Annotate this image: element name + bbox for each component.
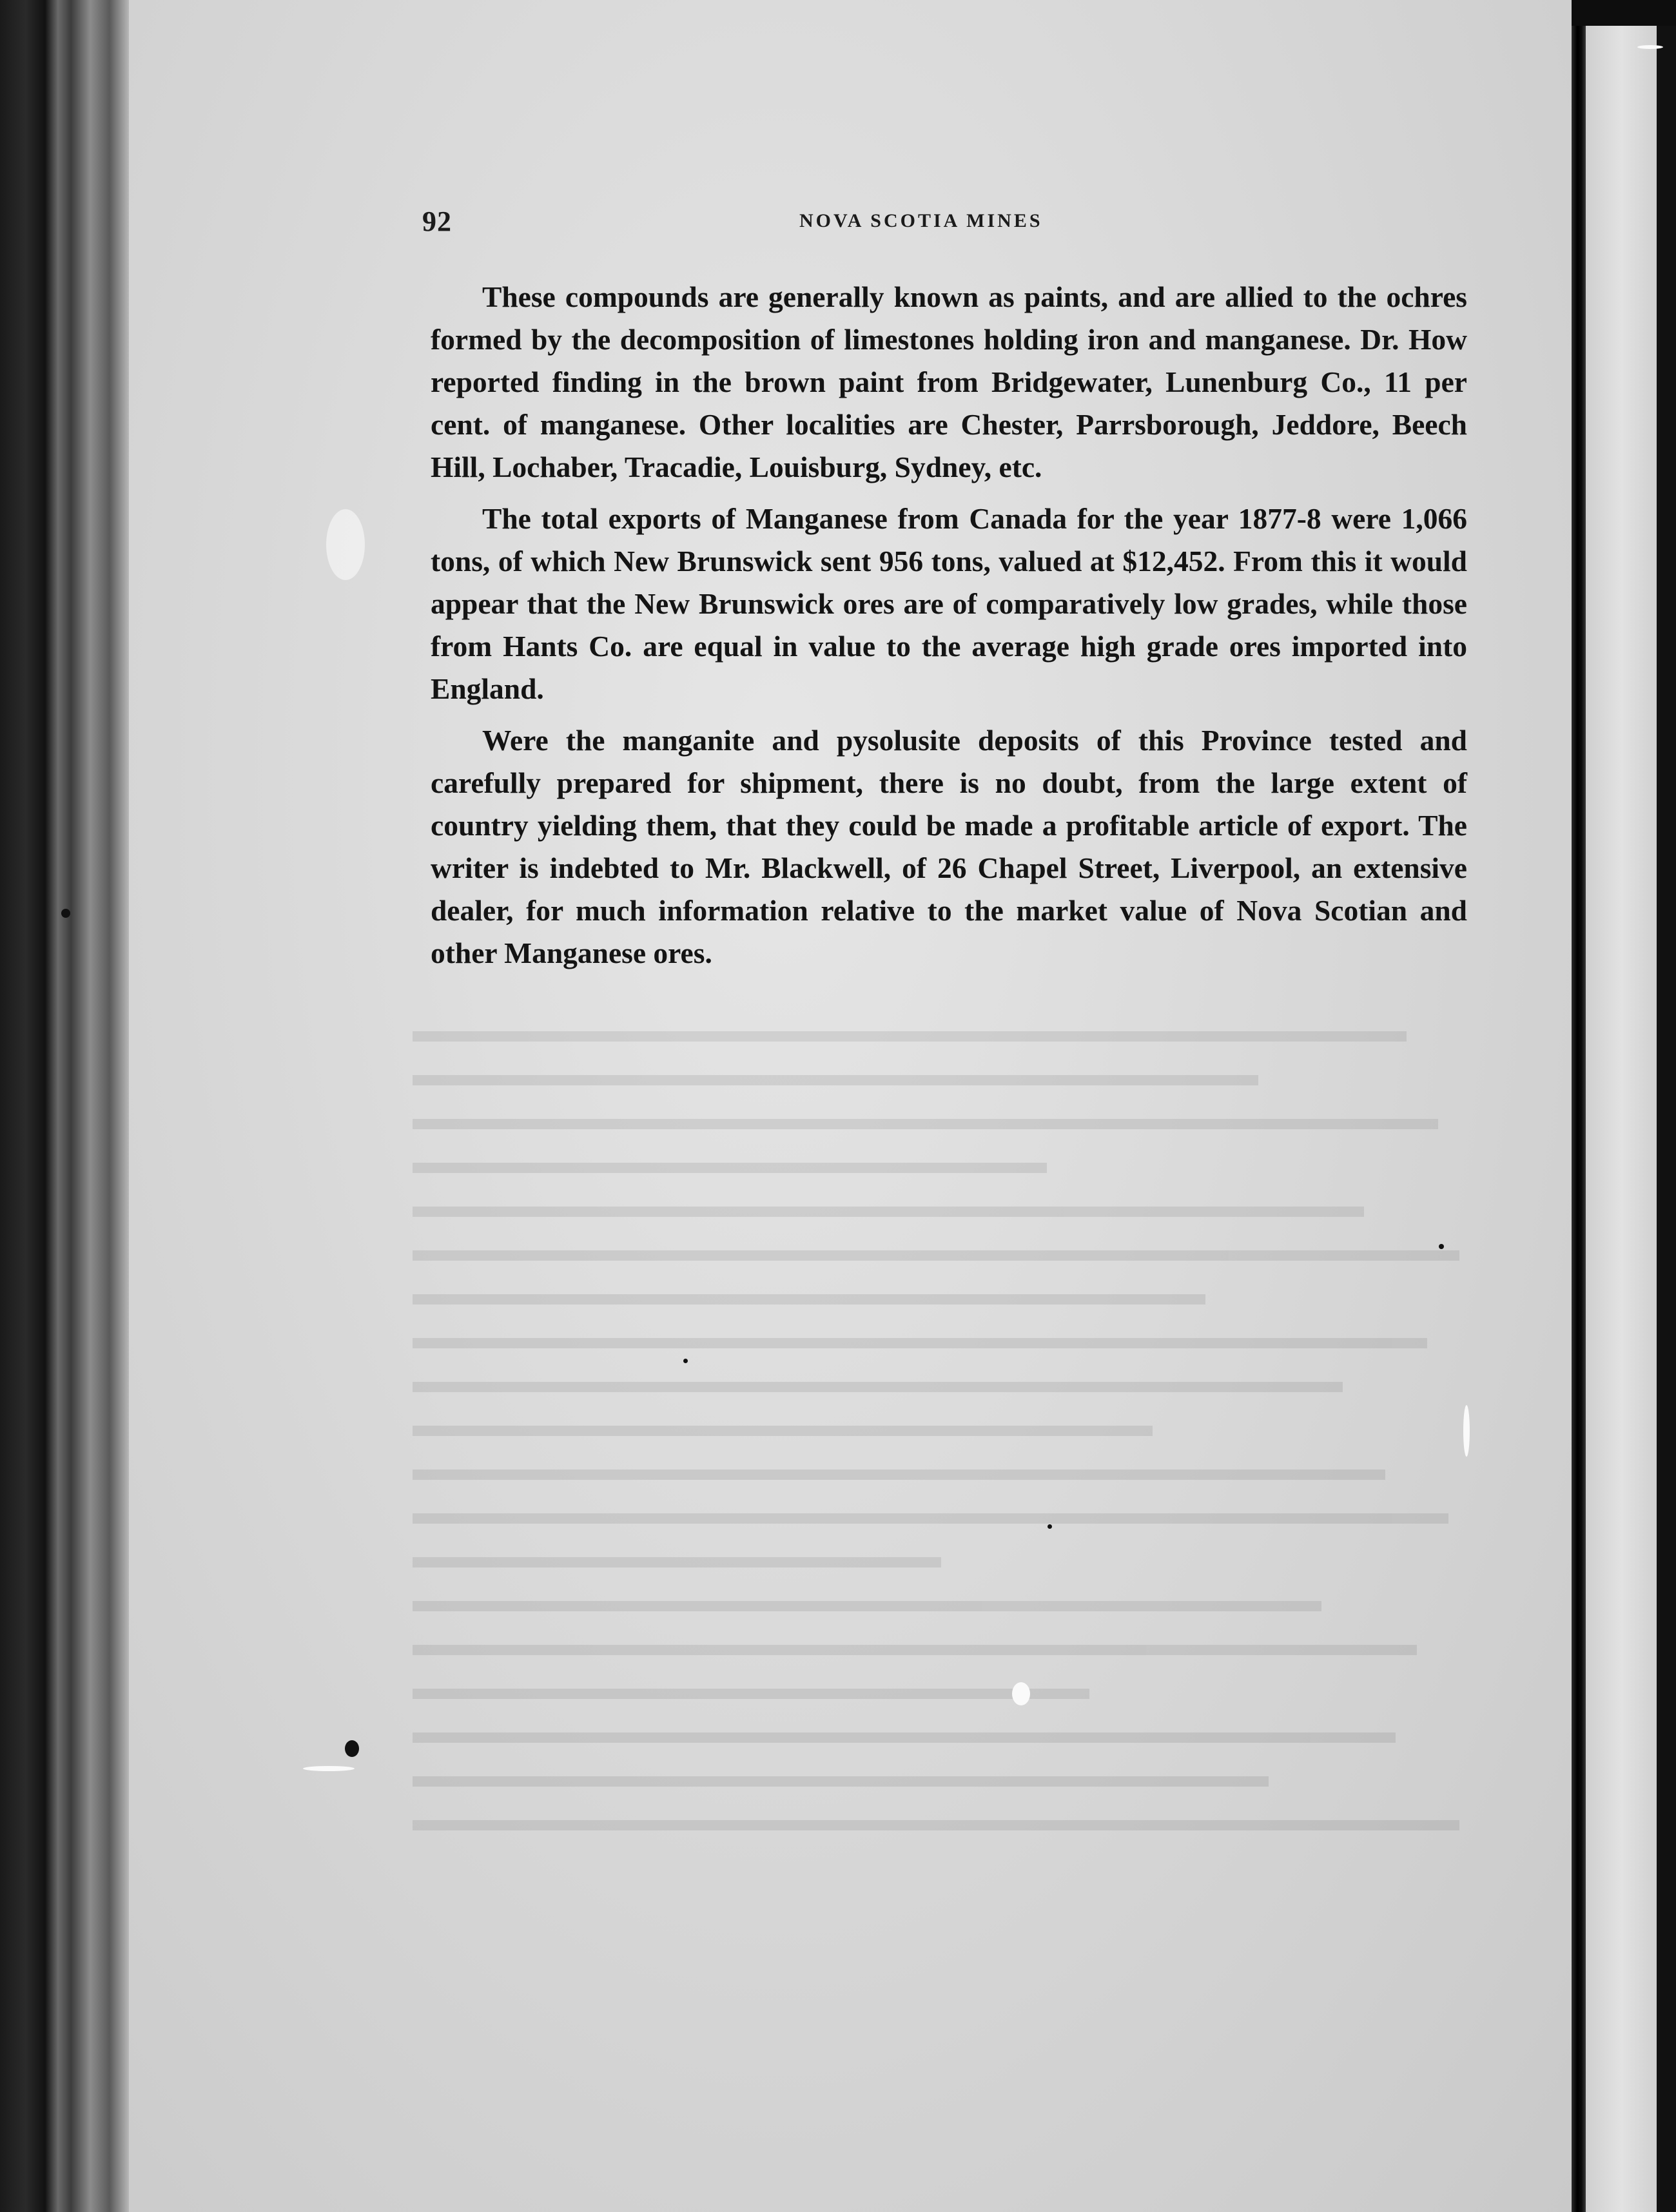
body-text	[431, 276, 1467, 984]
adjacent-page-edge	[1586, 0, 1657, 2212]
scan-speck	[326, 509, 365, 580]
scan-speck	[61, 909, 70, 918]
paragraph-paints: These compounds are generally known as paints, and are allied to the ochres formed by the decomposition of limestones holding iron and manganese. Dr. How reported finding in the brown paint from Bridgewater, Lunenburg Co., 11 per cent. of manganese. Other localities are Chester, Parrsborough, Jeddore, Beech Hill, Lochaber, Tracadie, Louisburg, Sydney, etc.	[431, 280, 1467, 483]
scan-border	[1657, 0, 1676, 2212]
scan-speck	[1012, 1682, 1030, 1705]
running-header	[422, 205, 1466, 244]
scan-speck	[1439, 1244, 1444, 1249]
scan-speck	[1463, 1405, 1470, 1457]
running-title: NOVA SCOTIA MINES	[799, 210, 1043, 231]
paragraph-deposits: Were the manganite and pysolusite deposits of this Province tested and carefully prepared for shipment, there is no doubt, from the large extent of country yielding them, that they could be made a profitable article of export. The writer is indebted to Mr. Blackwell, of 26 Chapel Street, Liverpool, an extensive dealer, for much information relative to the market value of Nova Scotian and other Manganese ores.	[431, 724, 1467, 969]
scan-speck	[1048, 1524, 1052, 1529]
scan-speck	[303, 1766, 355, 1771]
book-spine	[0, 0, 129, 2212]
scan-border-top	[1572, 0, 1676, 26]
paragraph-exports: The total exports of Manganese from Canada for the year 1877-8 were 1,066 tons, of which New Brunswick sent 956 tons, valued at $12,452. From this it would appear that the New Brunswick ores are of comparatively low grades, while those from Hants Co. are equal in value to the average high grade ores imported into England.	[431, 502, 1467, 705]
page-fold-line	[1572, 0, 1586, 2212]
page-number: 92	[422, 206, 452, 237]
scan-speck	[1637, 45, 1663, 49]
scan-speck	[345, 1740, 359, 1757]
scan-speck	[683, 1359, 688, 1363]
bleed-through-text	[413, 1031, 1470, 1869]
